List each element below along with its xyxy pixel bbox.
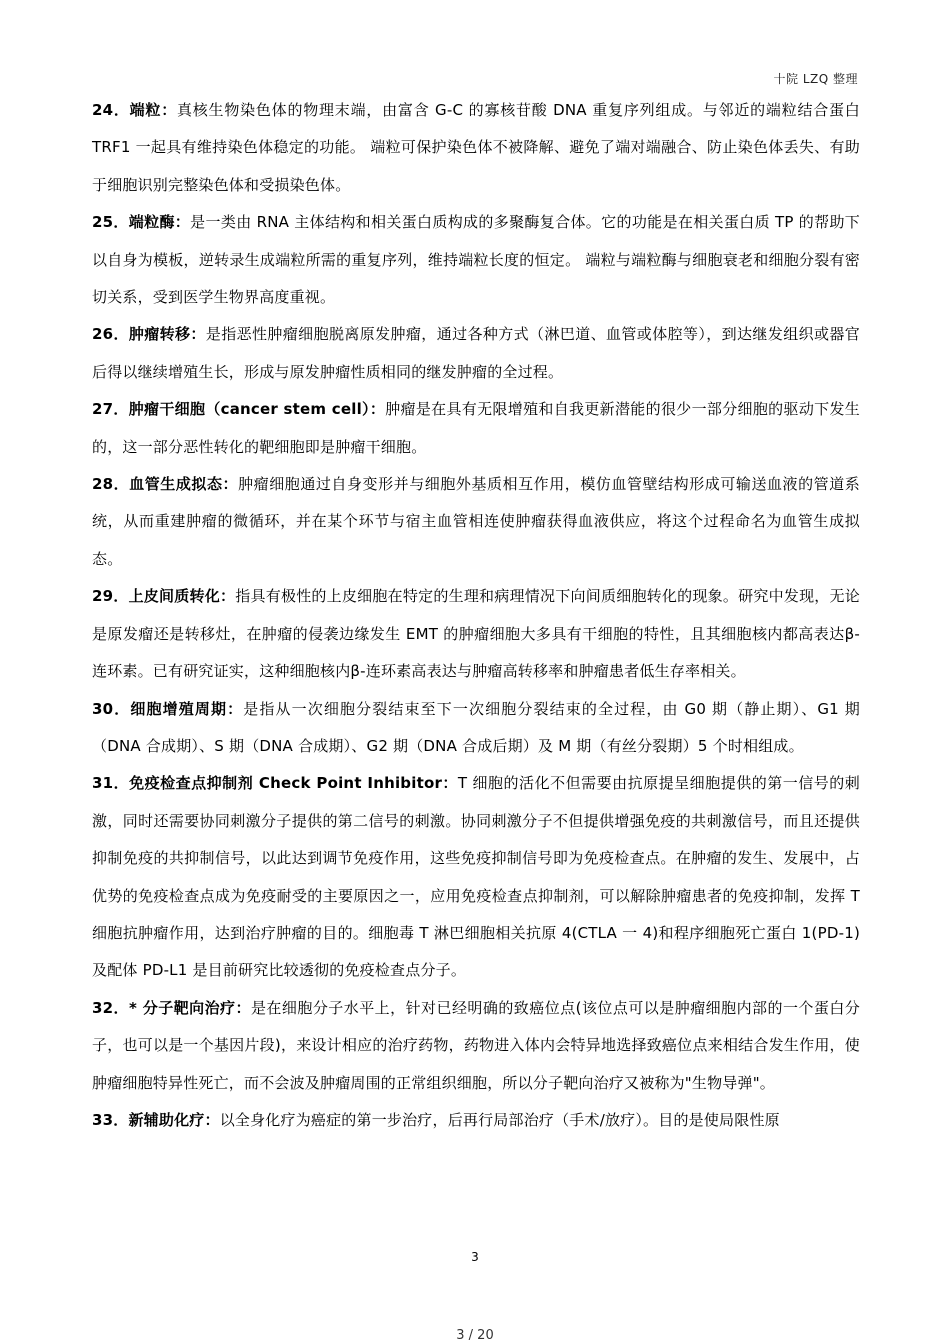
entry-term: 肿瘤干细胞（cancer stem cell）： (128, 400, 386, 419)
entry-body: 肿瘤细胞通过自身变形并与细胞外基质相互作用，模仿血管壁结构形成可输送血液的管道系统，从而重建肿瘤的微循环，并在某个环节与宿主血管相连使肿瘤获得血液供应，将这个过程命名为血管生成拟态。 (92, 475, 860, 568)
entry-term: 肿瘤转移： (128, 325, 206, 344)
entry-body: 以全身化疗为癌症的第一步治疗，后再行局部治疗（手术/放疗）。目的是使局限性原 (219, 1110, 780, 1129)
entry-25 (92, 204, 860, 316)
entry-term: * 分子靶向治疗： (129, 998, 251, 1017)
entry-body: 是指恶性肿瘤细胞脱离原发肿瘤，通过各种方式（淋巴道、血管或体腔等），到达继发组织或器官后得以继续增殖生长，形成与原发肿瘤性质相同的继发肿瘤的全过程。 (92, 325, 860, 381)
entry-number: 33． (92, 1110, 129, 1129)
entry-number: 26． (92, 325, 129, 344)
entry-body: 是指从一次细胞分裂结束至下一次细胞分裂结束的全过程，由 G0 期（静止期）、G1 期（DNA 合成期）、S 期（DNA 合成期）、G2 期（DNA 合成后期）及 M 期（有丝分裂期）5 个时相组成。 (92, 699, 860, 755)
entry-number: 29． (92, 587, 129, 606)
entry-32 (92, 990, 860, 1102)
document-body (92, 92, 860, 1139)
entry-number: 30． (92, 699, 131, 718)
entry-33 (92, 1102, 860, 1139)
entry-number: 32． (92, 998, 129, 1017)
entry-body: 指具有极性的上皮细胞在特定的生理和病理情况下向间质细胞转化的现象。研究中发现，无论是原发瘤还是转移灶，在肿瘤的侵袭边缘发生 EMT 的肿瘤细胞大多具有干细胞的特性，且其细胞核内都高表达β-连环素。已有研究证实，这种细胞核内β-连环素高表达与肿瘤高转移率和肿瘤患者低生存率相关。 (92, 587, 860, 681)
entry-31 (92, 765, 860, 989)
entry-term: 端粒： (129, 101, 177, 119)
entry-number: 27． (92, 400, 129, 419)
entry-26 (92, 316, 860, 391)
entry-term: 端粒酶： (128, 213, 191, 232)
entry-body: 肿瘤是在具有无限增殖和自我更新潜能的很少一部分细胞的驱动下发生的，这一部分恶性转化的靶细胞即是肿瘤干细胞。 (92, 400, 860, 456)
entry-number: 24． (92, 101, 130, 119)
entry-number: 28． (92, 475, 130, 494)
entry-30 (92, 691, 860, 766)
entry-term: 免疫检查点抑制剂 Check Point Inhibitor： (129, 774, 458, 793)
entry-term: 新辅助化疗： (128, 1110, 220, 1129)
entry-term: 上皮间质转化： (128, 587, 236, 606)
entry-27 (92, 391, 860, 466)
entry-29 (92, 578, 860, 690)
entry-24 (92, 92, 860, 204)
entry-body: 真核生物染色体的物理末端，由富含 G-C 的寡核苷酸 DNA 重复序列组成。与邻近的端粒结合蛋白 TRF1 一起具有维持染色体稳定的功能。 端粒可保护染色体不被降解、避免了端对端融合、防止染色体丢失、有助于细胞识别完整染色体和受损染色体。 (92, 101, 860, 194)
entry-number: 31． (92, 774, 130, 793)
entry-term: 血管生成拟态： (129, 475, 239, 494)
page-counter: 3 / 20 (456, 1328, 494, 1343)
page-header: 十院 LZQ 整理 (773, 72, 858, 86)
page-number: 3 (471, 1250, 479, 1264)
entry-body: 是在细胞分子水平上，针对已经明确的致癌位点(该位点可以是肿瘤细胞内部的一个蛋白分子，也可以是一个基因片段)，来设计相应的治疗药物，药物进入体内会特异地选择致癌位点来相结合发生作用，使肿瘤细胞特异性死亡，而不会波及肿瘤周围的正常组织细胞，所以分子靶向治疗又被称为"生物导弹"。 (92, 998, 860, 1092)
entry-body: 是一类由 RNA 主体结构和相关蛋白质构成的多聚酶复合体。它的功能是在相关蛋白质 TP 的帮助下以自身为模板，逆转录生成端粒所需的重复序列，维持端粒长度的恒定。 端粒与端粒酶与细胞衰老和细胞分裂有密切关系，受到医学生物界高度重视。 (92, 213, 860, 307)
entry-28 (92, 466, 860, 578)
entry-number: 25． (92, 213, 129, 232)
entry-body: T 细胞的活化不但需要由抗原提呈细胞提供的第一信号的刺激，同时还需要协同刺激分子提供的第二信号的刺激。协同刺激分子不但提供增强免疫的共刺激信号，而且还提供抑制免疫的共抑制信号，以此达到调节免疫作用，这些免疫抑制信号即为免疫检查点。在肿瘤的发生、发展中，占优势的免疫检查点成为免疫耐受的主要原因之一，应用免疫检查点抑制剂，可以解除肿瘤患者的免疫抑制，发挥 T 细胞抗肿瘤作用，达到治疗肿瘤的目的。细胞毒 T 淋巴细胞相关抗原 4(CTLA 一 4)和程序细胞死亡蛋白 1(PD-1)及配体 PD-L1 是目前研究比较透彻的免疫检查点分子。 (92, 774, 860, 980)
entry-term: 细胞增殖周期： (130, 699, 244, 718)
